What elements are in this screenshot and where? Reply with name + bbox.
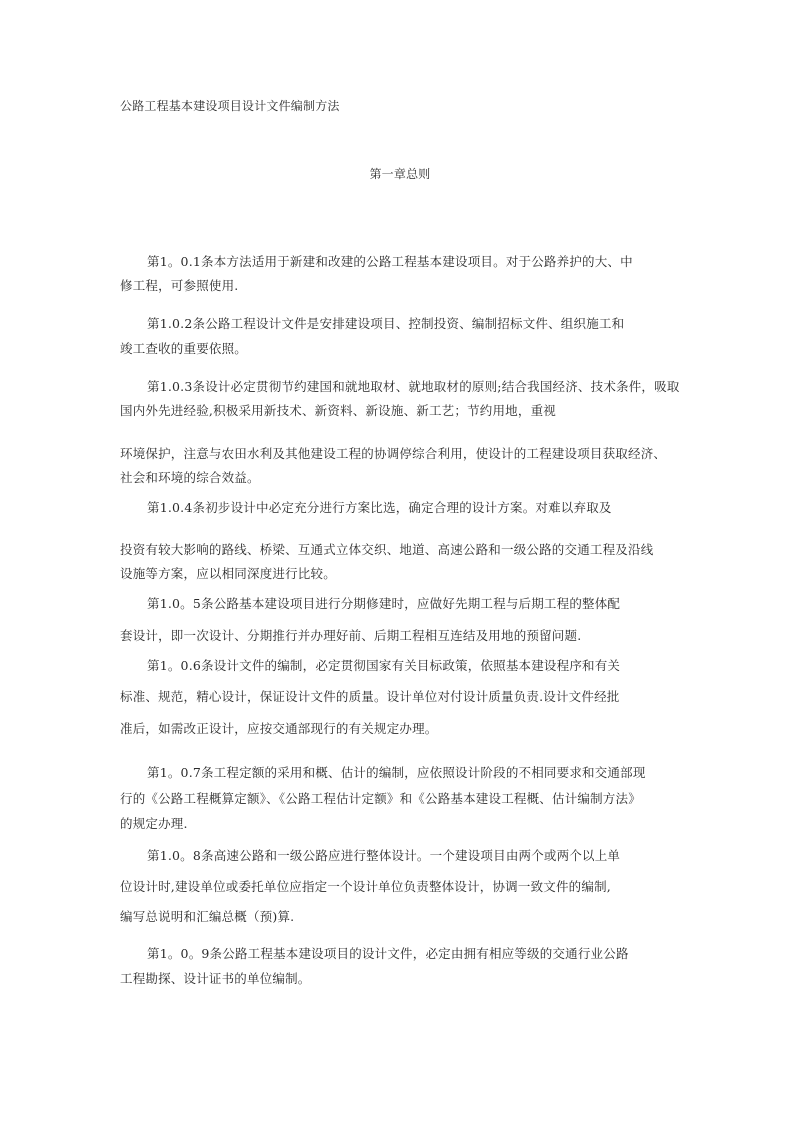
paragraph-line: 修工程，可参照使用. xyxy=(120,278,239,293)
paragraph-line: 环境保护，注意与农田水利及其他建设工程的协调停综合利用，使设计的工程建设项目获取经济、 xyxy=(120,446,667,461)
paragraph-line: 国内外先进经验,积极采用新技术、新资料、新设施、新工艺；节约用地，重视 xyxy=(120,403,556,418)
paragraph-line: 第1.0.3条设计必定贯彻节约建国和就地取材、就地取材的原则;结合我国经济、技术条件，吸取 xyxy=(147,379,680,394)
paragraph-line: 第1。0。9条公路工程基本建设项目的设计文件，必定由拥有相应等级的交通行业公路 xyxy=(147,946,629,961)
paragraph-line: 标准、规范，精心设计，保证设计文件的质量。设计单位对付设计质量负责.设计文件经批 xyxy=(120,689,620,704)
paragraph-line: 投资有较大影响的路线、桥梁、互通式立体交织、地道、高速公路和一级公路的交通工程及沿线 xyxy=(120,542,654,557)
paragraph-line: 工程勘探、设计证书的单位编制。 xyxy=(120,971,311,986)
paragraph-line: 第1。0.1条本方法适用于新建和改建的公路工程基本建设项目。对于公路养护的大、中 xyxy=(147,254,633,269)
paragraph-line: 第1.0。8条高速公路和一级公路应进行整体设计。一个建设项目由两个或两个以上单 xyxy=(147,848,621,863)
paragraph-line: 竣工查收的重要依照。 xyxy=(120,341,248,356)
paragraph-line: 准后，如需改正设计，应按交通部现行的有关规定办理。 xyxy=(120,721,438,736)
paragraph-line: 社会和环境的综合效益。 xyxy=(120,470,260,485)
paragraph-line: 设施等方案，应以相同深度进行比较。 xyxy=(120,566,336,581)
paragraph-line: 第1.0.2条公路工程设计文件是安排建设项目、控制投资、编制招标文件、组织施工和 xyxy=(147,316,625,331)
paragraph-line: 第1.0。5条公路基本建设项目进行分期修建时，应做好先期工程与后期工程的整体配 xyxy=(147,596,621,611)
paragraph-line: 编写总说明和汇编总概（预)算. xyxy=(120,909,295,924)
paragraph-line: 的规定办理. xyxy=(120,816,188,831)
paragraph-line: 套设计，即一次设计、分期推行并办理好前、后期工程相互连结及用地的预留问题. xyxy=(120,628,582,643)
paragraph-line: 位设计时,建设单位或委托单位应指定一个设计单位负责整体设计，协调一致文件的编制, xyxy=(120,879,611,894)
paragraph-line: 第1。0.6条设计文件的编制，必定贯彻国家有关目标政策，依照基本建设程序和有关 xyxy=(147,658,621,673)
paragraph-line: 第1。0.7条工程定额的采用和概、估计的编制，应依照设计阶段的不相同要求和交通部现 xyxy=(147,765,646,780)
paragraph-line: 行的《公路工程概算定额》、《公路工程估计定额》和《公路基本建设工程概、估计编制方法》 xyxy=(120,791,641,806)
chapter-title: 第一章总则 xyxy=(369,167,431,181)
document-title: 公路工程基本建设项目设计文件编制方法 xyxy=(120,99,340,113)
paragraph-line: 第1.0.4条初步设计中必定充分进行方案比选，确定合理的设计方案。对难以弃取及 xyxy=(147,500,612,515)
